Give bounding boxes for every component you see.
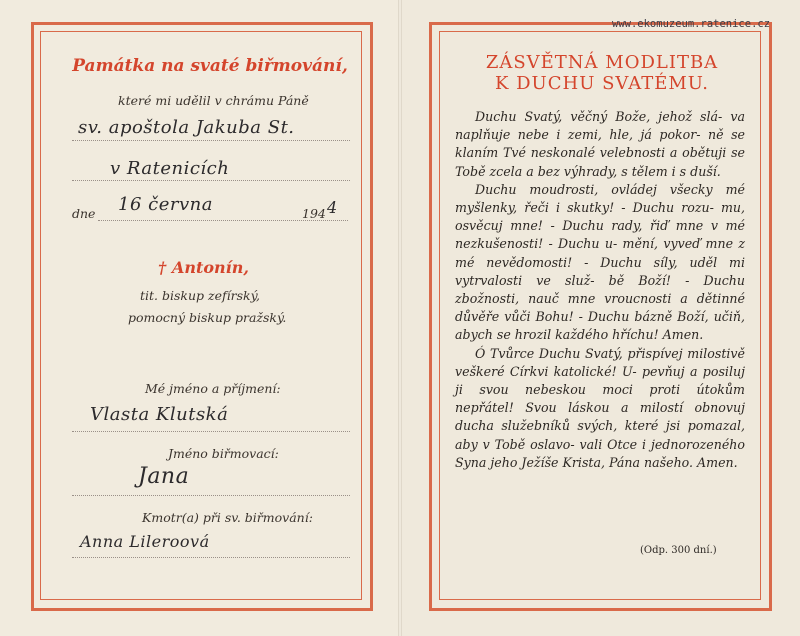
sponsor-label: Kmotr(a) při sv. biřmování: [142, 510, 313, 525]
confirmation-name-handwritten: Jana [138, 464, 190, 489]
card-title: Památka na svaté biřmování, [72, 56, 348, 76]
name-line [72, 431, 350, 432]
place-handwritten: v Ratenicích [110, 158, 230, 179]
prayer-text [455, 108, 745, 472]
confirmation-name-line [72, 495, 350, 496]
prayer-title-line-1: ZÁSVĚTNÁ MODLITBA [485, 52, 719, 73]
name-label: Mé jméno a příjmení: [145, 381, 281, 396]
prayer-paragraph-2: Duchu moudrosti, ovládej všecky mé myšlenky, řeči i skutky! - Duchu rozu- mu, osvěcuj mne! - Duchu rady, řiď mne v mé nezkušenosti! - Duchu u- mění, vyveď mne z mé nevědomosti! - Duchu síly, uděl mi vytrvalosti ve služ- bě Boží! - Duchu zbožnosti, nauč mne vroucnosti a dětinné důvěře vůči Bohu! - Duchu bázně Boží, učiň, abych se hrozil každého hříchu! Amen. [455, 181, 745, 343]
year-printed: 194 [302, 206, 326, 221]
bishop-name: † Antonín, [158, 258, 249, 277]
intro-text: které mi udělil v chrámu Páně [118, 93, 309, 108]
indulgence-note: (Odp. 300 dní.) [640, 545, 717, 556]
prayer-title-line-2: K DUCHU SVATÉMU. [494, 73, 710, 94]
date-prefix: dne [72, 206, 96, 221]
date-handwritten: 16 června [118, 194, 213, 215]
date-line [98, 220, 348, 221]
prayer-paragraph-1: Duchu Svatý, věčný Bože, jehož slá- va naplňuje nebe i zemi, hle, já pokor- ně se klaním Tvé neskonalé velebnosti a obětuji se Tobě zcela a bez výhrady, s tělem i s duší. [455, 109, 745, 179]
bishop-title-2: pomocný biskup pražský. [128, 310, 287, 325]
church-handwritten: sv. apoštola Jakuba St. [78, 117, 295, 138]
sponsor-line [72, 557, 350, 558]
year-handwritten: 4 [327, 198, 338, 217]
name-handwritten: Vlasta Klutská [90, 404, 229, 425]
place-line [72, 180, 350, 181]
prayer-title [452, 52, 752, 94]
prayer-paragraph-3: Ó Tvůrce Duchu Svatý, přispívej milostivě veškeré Církvi katolické! U- pevňuj a posiluj ji svou nebeskou moci proti útokům nepřátel! Svou láskou a milostí obnovuj ducha služebníků svých, které jsi pomazal, aby v Tobě oslavo- vali Otce i jednorozeného Syna jeho Ježíše Krista, Pána našeho. Amen. [455, 345, 745, 470]
page-fold [398, 0, 402, 636]
bishop-title-1: tit. biskup zefírský, [140, 288, 260, 303]
watermark-url: www.ekomuzeum.ratenice.cz [612, 18, 771, 30]
confirmation-name-label: Jméno biřmovací: [168, 446, 279, 461]
church-line [72, 140, 350, 141]
sponsor-handwritten: Anna Lileroová [80, 532, 210, 551]
